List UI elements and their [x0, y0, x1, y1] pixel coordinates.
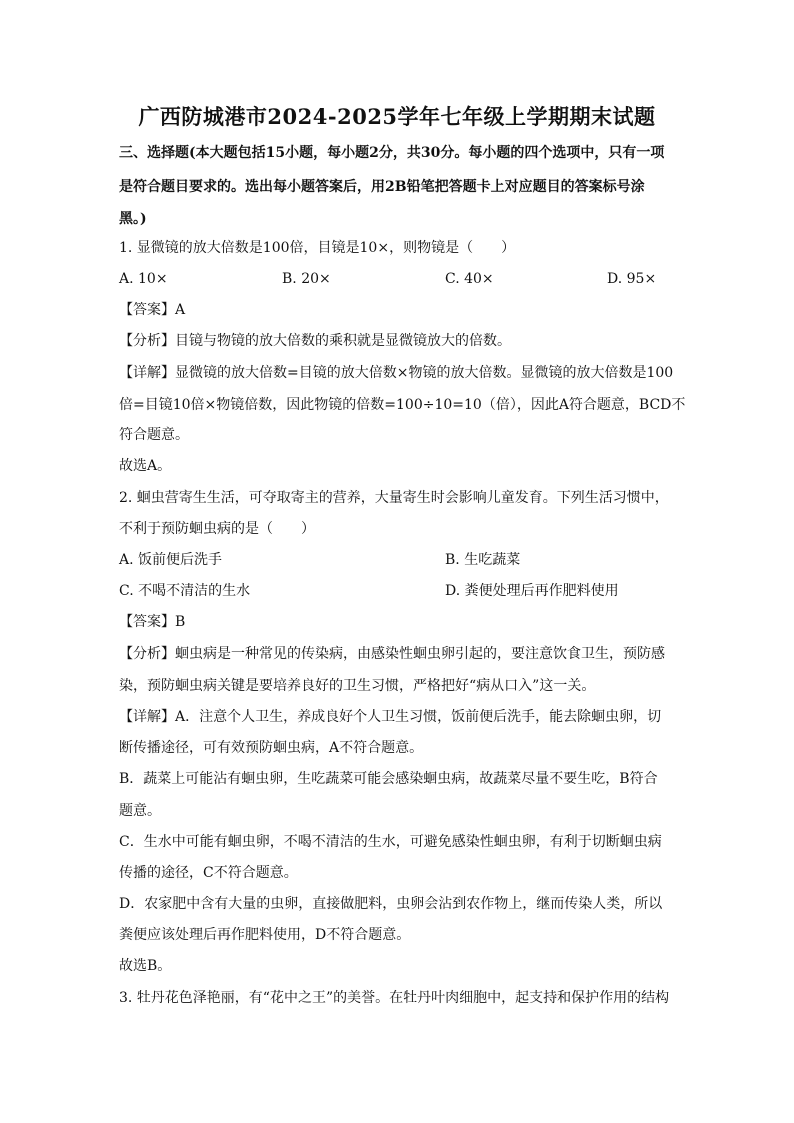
question-1-option-d: D. 95× — [607, 271, 657, 287]
question-1-option-b: B. 20× — [282, 271, 331, 287]
question-2-option-d: D. 粪便处理后再作肥料使用 — [445, 583, 619, 599]
question-1-stem: 1. 显微镜的放大倍数是100倍，目镜是10×，则物镜是（ ） — [119, 240, 516, 256]
question-2-analysis-line-2: 染，预防蛔虫病关键是要培养良好的卫生习惯，严格把好“病从口入”这一关。 — [119, 678, 596, 694]
section-instructions-line-1: 三、选择题(本大题包括15小题，每小题2分，共30分。每小题的四个选项中，只有一项 — [119, 145, 665, 161]
question-2-stem-line-1: 2. 蛔虫营寄生生活，可夺取寄主的营养，大量寄生时会影响儿童发育。下列生活习惯中， — [119, 490, 669, 506]
question-2-detail-a-line-1: 【详解】A．注意个人卫生，养成良好个人卫生习惯，饭前便后洗手，能去除蛔虫卵，切 — [119, 709, 662, 725]
question-2-analysis-line-1: 【分析】蛔虫病是一种常见的传染病，由感染性蛔虫卵引起的，要注意饮食卫生，预防感 — [119, 646, 665, 662]
question-2-detail-c-line-2: 传播的途径，C不符合题意。 — [119, 865, 298, 881]
question-2-answer: 【答案】B — [119, 614, 186, 630]
question-1-detail-line-1: 【详解】显微镜的放大倍数=目镜的放大倍数×物镜的放大倍数。显微镜的放大倍数是100 — [119, 365, 674, 381]
question-1-option-a: A. 10× — [119, 271, 168, 287]
question-1-answer: 【答案】A — [119, 302, 186, 318]
question-1-conclusion: 故选A。 — [119, 458, 172, 474]
section-instructions-line-3: 黑。) — [119, 211, 147, 227]
question-1-analysis: 【分析】目镜与物镜的放大倍数的乘积就是显微镜放大的倍数。 — [119, 333, 511, 349]
question-2-detail-d-line-2: 粪便应该处理后再作肥料使用，D不符合题意。 — [119, 927, 411, 943]
question-2-detail-b-line-2: 题意。 — [119, 803, 161, 819]
document-title: 广西防城港市2024-2025学年七年级上学期期末试题 — [138, 104, 656, 129]
question-2-conclusion: 故选B。 — [119, 958, 172, 974]
question-2-option-b: B. 生吃蔬菜 — [445, 552, 521, 568]
question-1-detail-line-2: 倍=目镜10倍×物镜倍数，因此物镜的倍数=100÷10=10（倍），因此A符合题意，BCD不 — [119, 397, 686, 413]
question-2-stem-line-2: 不利于预防蛔虫病的是（ ） — [119, 521, 315, 537]
section-instructions-line-2: 是符合题目要求的。选出每小题答案后，用2B铅笔把答题卡上对应题目的答案标号涂 — [119, 179, 645, 195]
question-3-stem-line-1: 3. 牡丹花色泽艳丽，有“花中之王”的美誉。在牡丹叶肉细胞中，起支持和保护作用的结构 — [119, 990, 670, 1006]
question-2-detail-b-line-1: B．蔬菜上可能沾有蛔虫卵，生吃蔬菜可能会感染蛔虫病，故蔬菜尽量不要生吃，B符合 — [119, 771, 658, 787]
question-2-detail-c-line-1: C．生水中可能有蛔虫卵，不喝不清洁的生水，可避免感染性蛔虫卵，有利于切断蛔虫病 — [119, 834, 662, 850]
question-1-option-c: C. 40× — [445, 271, 494, 287]
question-2-detail-a-line-2: 断传播途径，可有效预防蛔虫病，A不符合题意。 — [119, 740, 424, 756]
question-1-detail-line-3: 符合题意。 — [119, 427, 189, 443]
question-2-option-a: A. 饭前便后洗手 — [119, 552, 223, 568]
question-2-option-c: C. 不喝不清洁的生水 — [119, 583, 251, 599]
question-2-detail-d-line-1: D．农家肥中含有大量的虫卵，直接做肥料，虫卵会沾到农作物上，继而传染人类，所以 — [119, 896, 663, 912]
